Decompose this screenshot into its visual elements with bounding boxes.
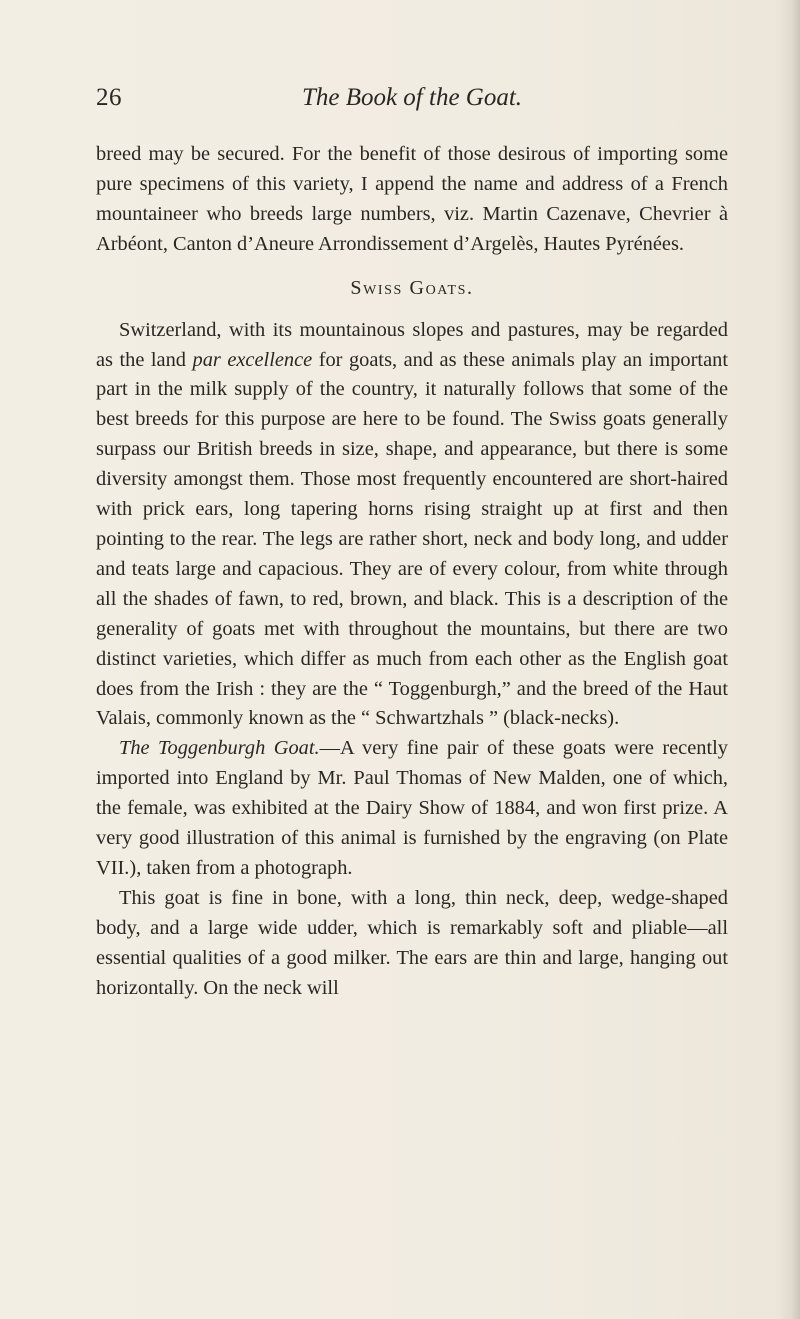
- paragraph-2-rest: for goats, and as these animals play an important part in the milk supply of the country, it naturally follows that some of the best breeds for this purpose are here to be found. The Swiss goats generally surpass our British breeds in size, shape, and appearance, but there is some diversity amongst them. Those most frequently encountered are short-haired with prick ears, long tapering horns rising straight up at first and then pointing to the rear. The legs are rather short, neck and body long, and udder and teats large and capacious. They are of every colour, from white through all the shades of fawn, to red, brown, and black. This is a description of the generality of goats met with throughout the mountains, but there are two distinct varieties, which differ as much from each other as the English goat does from the Irish : they are the “ Toggenburgh,” and the breed of the Haut Valais, commonly known as the “ Schwartzhals ” (black-necks).: [96, 348, 728, 730]
- paragraph-1: breed may be secured. For the benefit of those desirous of importing some pure specimens of this variety, I append the name and address of a French mountaineer who breeds large numbers, viz. Martin Cazenave, Chevrier à Arbéont, Canton d’Aneure Arrondissement d’Argelès, Hautes Pyrénées.: [96, 143, 728, 255]
- paragraph-2-start: Switzerland, with its mountainous slopes and pastures, may be regarded as the land: [96, 318, 728, 371]
- paragraph-2: [96, 316, 728, 735]
- paragraph-3-italic: The Toggenburgh Goat.: [119, 737, 320, 760]
- paragraph-2-italic: par excellence: [192, 348, 313, 371]
- section-heading: Swiss Goats.: [350, 276, 474, 299]
- page-edge-shadow: [778, 0, 800, 1319]
- page-header: [96, 84, 728, 120]
- page-number: 26: [96, 84, 122, 111]
- running-title: The Book of the Goat.: [301, 84, 523, 111]
- body-text: [96, 140, 728, 1003]
- paragraph-3: [96, 734, 728, 884]
- paragraph-4: This goat is fine in bone, with a long, thin neck, deep, wedge-shaped body, and a large wide udder, which is remarkably soft and pliable—all essential qualities of a good milker. The ears are thin and large, hanging out horizontally. On the neck will: [96, 886, 728, 999]
- paragraph-3-rest: —A very fine pair of these goats were recently imported into England by Mr. Paul Thomas of New Malden, one of which, the female, was exhibited at the Dairy Show of 1884, and won first prize. A very good illustration of this animal is furnished by the engraving (on Plate VII.), taken from a photograph.: [96, 737, 729, 879]
